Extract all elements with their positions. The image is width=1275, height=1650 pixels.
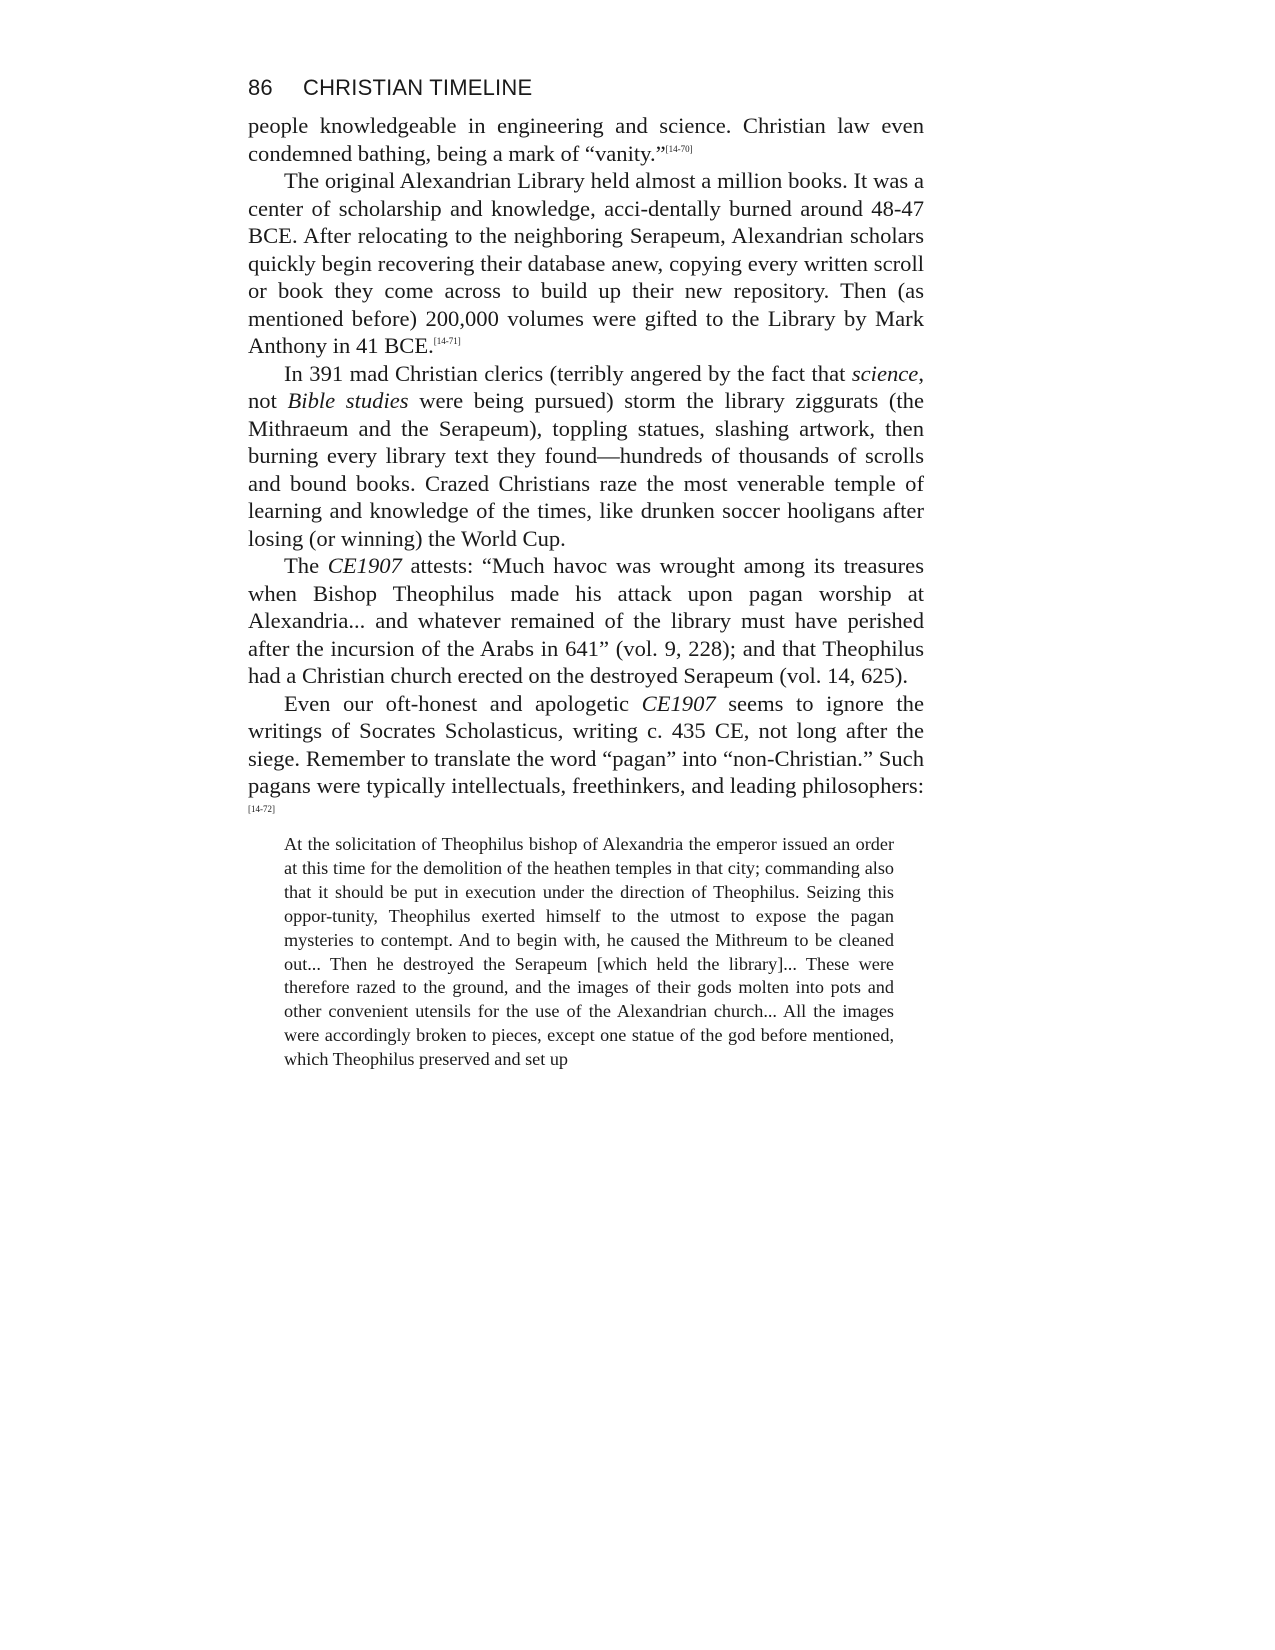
paragraph-4: [248, 552, 924, 690]
paragraph-5-text: seems to ignore the writings of Socrates Scholasticus, writing c. 435 CE, not long after the siege. Remember to translate the word “pagan” into “non-Christian.” Such pagans were typically intellectuals, freethinkers, and leading philosophers:: [248, 690, 924, 798]
body-text: [248, 112, 924, 827]
paragraph-2-text: The original Alexandrian Library held almost a million books. It was a center of scholarship and knowledge, acci-dentally burned around 48-47 BCE. After relocating to the neighboring Serapeum, Alexandrian scholars quickly begin recovering their database anew, copying every written scroll or book they come across to build up their new repository. Then (as mentioned before) 200,000 volumes were gifted to the Library by Mark Anthony in 41 BCE.: [248, 168, 924, 358]
running-title: CHRISTIAN TIMELINE: [303, 75, 533, 100]
paragraph-3-text: , not: [248, 360, 924, 413]
running-header: [248, 74, 924, 102]
italic-term: Bible studies: [287, 388, 409, 413]
paragraph-1: [248, 112, 924, 167]
footnote-ref: [14-72]: [248, 803, 275, 814]
italic-term: CE1907: [327, 553, 402, 578]
footnote-ref: [14-71]: [433, 336, 461, 346]
paragraph-4-text: attests: “Much havoc was wrought among its treasures when Bishop Theophilus made his attack upon pagan worship at Alexandria... and whatever remained of the library must have perished after the incursion of the Arabs in 641” (vol. 9, 228); and that Theophilus had a Christian church erected on the destroyed Serapeum (vol. 14, 625).: [248, 553, 925, 688]
italic-term: science: [851, 360, 919, 386]
paragraph-3: [248, 360, 924, 553]
paragraph-3-text: were being pursued) storm the library ziggurats (the Mithraeum and the Serapeum), toppling statues, slashing artwork, then burning every library text they found—hundreds of thousands of scrolls and bound books. Crazed Christians raze the most venerable temple of learning and knowledge of the times, like drunken soccer hooligans after losing (or winning) the World Cup.: [248, 388, 924, 551]
page-number: 86: [248, 75, 273, 100]
italic-term: CE1907: [641, 690, 716, 716]
block-quote: [284, 833, 894, 1072]
paragraph-3-text: In 391 mad Christian clerics (terribly angered by the fact that: [284, 360, 852, 386]
paragraph-2: [248, 167, 924, 360]
paragraph-5: [248, 690, 924, 828]
footnote-ref: [14-70]: [665, 143, 693, 154]
book-page: [248, 74, 924, 1072]
paragraph-4-text: The: [284, 553, 328, 578]
block-quote-text: At the solicitation of Theophilus bishop of Alexandria the emperor issued an order at this time for the demolition of the heathen temples in that city; commanding also that it should be put in execution under the direction of Theophilus. Seizing this oppor-tunity, Theophilus exerted himself to the utmost to expose the pagan mysteries to contempt. And to begin with, he caused the Mithreum to be cleaned out... Then he destroyed the Serapeum [which held the library]... These were therefore razed to the ground, and the images of their gods molten into pots and other convenient utensils for the use of the Alexandrian church... All the images were accordingly broken to pieces, except one statue of the god before mentioned, which Theophilus preserved and set up: [284, 834, 894, 1070]
paragraph-5-text: Even our oft-honest and apologetic: [284, 690, 642, 716]
paragraph-1-text: people knowledgeable in engineering and science. Christian law even condemned bathing, being a mark of “vanity.”: [248, 113, 924, 166]
